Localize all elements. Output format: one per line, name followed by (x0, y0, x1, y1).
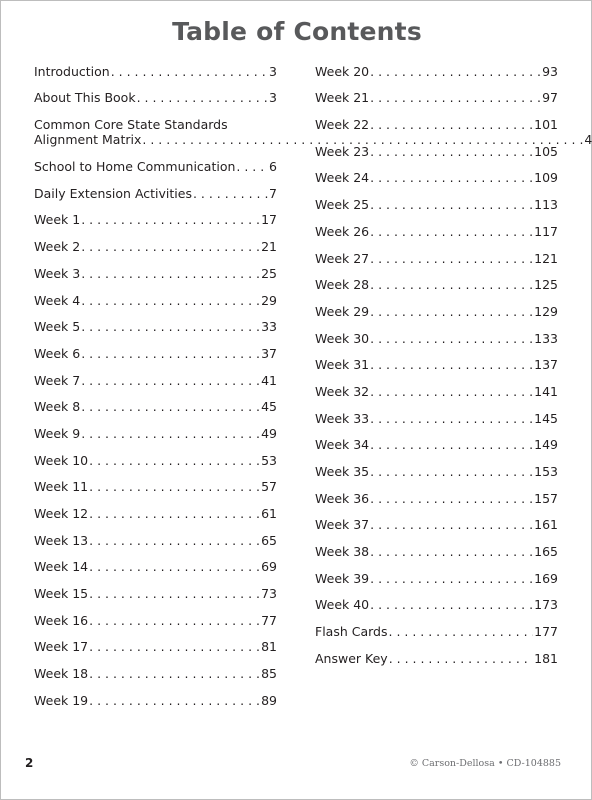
toc-entry-page: 41 (261, 372, 277, 388)
dot-leader (81, 426, 260, 441)
dot-leader (370, 117, 533, 132)
toc-entry-page: 141 (534, 383, 558, 399)
page-title: Table of Contents (172, 17, 422, 46)
toc-entry (34, 526, 277, 553)
toc-entry (315, 564, 558, 591)
toc-entry-page: 125 (534, 277, 558, 293)
dot-leader (370, 90, 541, 105)
dot-leader (370, 357, 533, 372)
toc-entry (34, 553, 277, 580)
dot-leader (89, 533, 260, 548)
dot-leader (389, 651, 533, 666)
toc-entry-page: 113 (534, 197, 558, 213)
dot-leader (370, 544, 533, 559)
toc-entry-page: 6 (269, 159, 277, 175)
toc-entry (315, 244, 558, 271)
toc-entry (34, 419, 277, 446)
toc-entry-label: Week 5 (34, 319, 81, 335)
toc-entry-page: 121 (534, 250, 558, 266)
toc-entry-page: 149 (534, 437, 558, 453)
toc-entry (34, 606, 277, 633)
toc-entry-label: Week 34 (315, 437, 370, 453)
toc-entry (315, 484, 558, 511)
toc-entry-page: 65 (261, 532, 277, 548)
toc-entry (315, 164, 558, 191)
toc-entry-page: 169 (534, 570, 558, 586)
toc-entry-page: 97 (542, 90, 558, 106)
dot-leader (193, 186, 268, 201)
toc-entry-label: Week 7 (34, 372, 81, 388)
toc-entry-page: 37 (261, 345, 277, 361)
toc-entry-page: 165 (534, 544, 558, 560)
toc-entry-page: 49 (261, 425, 277, 441)
dot-leader (81, 319, 260, 334)
toc-entry-label: Week 19 (34, 692, 89, 708)
dot-leader (370, 517, 533, 532)
toc-entry-label: School to Home Communication (34, 159, 236, 175)
dot-leader (81, 399, 260, 414)
dot-leader (370, 464, 533, 479)
toc-entry (315, 57, 558, 84)
dot-leader (81, 239, 260, 254)
toc-entry-label: Week 37 (315, 517, 370, 533)
dot-leader (370, 437, 533, 452)
toc-entry-page: 69 (261, 559, 277, 575)
toc-entry (315, 404, 558, 431)
toc-entry-page: 45 (261, 399, 277, 415)
toc-entry (34, 232, 277, 259)
toc-entry-label: Week 8 (34, 399, 81, 415)
toc-entry (315, 271, 558, 298)
dot-leader (89, 586, 260, 601)
dot-leader (81, 266, 260, 281)
toc-entry-page: 153 (534, 464, 558, 479)
toc-entry (34, 686, 277, 713)
toc-entry-label: Week 16 (34, 612, 89, 628)
toc-entry-page: 4 (584, 132, 592, 148)
toc-entry-label: Week 29 (315, 303, 370, 319)
toc-entry (34, 339, 277, 366)
toc-entry-page: 161 (534, 517, 558, 533)
toc-entry (315, 217, 558, 244)
toc-entry-page: 17 (261, 212, 277, 228)
toc-entry-label: Week 1 (34, 212, 81, 228)
toc-entry (315, 537, 558, 564)
toc-entry (34, 473, 277, 500)
toc-entry (34, 446, 277, 473)
dot-leader (137, 90, 268, 105)
toc-entry-label: Flash Cards (315, 624, 388, 640)
toc-entry-label-continued: Alignment Matrix (34, 132, 142, 148)
toc-entry (315, 644, 558, 671)
dot-leader (370, 170, 533, 185)
toc-entry-page: 3 (269, 63, 277, 79)
dot-leader (89, 613, 260, 628)
toc-entry-page: 33 (261, 319, 277, 335)
dot-leader (111, 64, 268, 79)
toc-entry-label: Week 27 (315, 250, 370, 266)
toc-entry-page: 81 (261, 639, 277, 655)
toc-entry (34, 579, 277, 606)
toc-entry (34, 366, 277, 393)
toc-entry (34, 57, 277, 84)
toc-entry (34, 313, 277, 340)
toc-entry-label: Week 18 (34, 666, 89, 682)
toc-entry (34, 499, 277, 526)
toc-entry-label: Common Core State Standards (34, 117, 228, 133)
dot-leader (89, 506, 260, 521)
toc-entry (34, 393, 277, 420)
toc-entry-label: Week 35 (315, 464, 370, 479)
toc-entry (315, 457, 558, 484)
toc-entry-label: Week 23 (315, 143, 370, 159)
toc-entry-page: 105 (534, 143, 558, 159)
toc-entry (34, 659, 277, 686)
toc-entry-label: Week 36 (315, 490, 370, 506)
toc-entry-page: 145 (534, 410, 558, 426)
toc-entry-label: Week 14 (34, 559, 89, 575)
toc-entry-page: 109 (534, 170, 558, 186)
toc-entry (34, 206, 277, 233)
dot-leader (81, 346, 260, 361)
toc-entry (34, 152, 277, 179)
toc-entry-page: 73 (261, 586, 277, 602)
toc-entry-label: Daily Extension Activities (34, 185, 192, 201)
dot-leader (89, 479, 260, 494)
toc-entry-label: Week 13 (34, 532, 89, 548)
toc-entry-page: 129 (534, 303, 558, 319)
toc-entry-page: 181 (534, 650, 558, 666)
toc-entry (315, 511, 558, 538)
dot-leader (89, 639, 260, 654)
dot-leader (370, 304, 533, 319)
toc-entry-label: Week 38 (315, 544, 370, 560)
dot-leader (370, 597, 533, 612)
toc-entry (315, 617, 558, 644)
toc-entry-label: Week 24 (315, 170, 370, 186)
dot-leader (89, 559, 260, 574)
toc-entry-page: 85 (261, 666, 277, 682)
toc-entry-page: 89 (261, 692, 277, 708)
dot-leader (370, 64, 541, 79)
toc-entry (315, 84, 558, 111)
toc-entry-page: 77 (261, 612, 277, 628)
dot-leader (236, 159, 268, 174)
toc-entry-label: Week 21 (315, 90, 370, 106)
dot-leader (370, 277, 533, 292)
toc-entry (315, 431, 558, 458)
toc-entry-page: 177 (534, 624, 558, 640)
dot-leader (370, 224, 533, 239)
toc-entry (34, 179, 277, 206)
toc-entry-label: Week 11 (34, 479, 89, 495)
toc-entry-label: Week 22 (315, 117, 370, 133)
toc-entry-label: Week 25 (315, 197, 370, 213)
toc-entry-page: 61 (261, 506, 277, 521)
toc-entry (34, 84, 277, 111)
toc-entry-label: Week 26 (315, 223, 370, 239)
toc-entry-label: Week 4 (34, 292, 81, 308)
toc-entry-page: 7 (269, 185, 277, 201)
toc-entry (315, 377, 558, 404)
toc-entry-label: About This Book (34, 90, 136, 106)
dot-leader (370, 571, 533, 586)
toc-entry-label: Week 3 (34, 265, 81, 281)
toc-entry-page: 133 (534, 330, 558, 346)
toc-entry (315, 137, 558, 164)
toc-entry-label: Week 15 (34, 586, 89, 602)
toc-entry (315, 591, 558, 618)
toc-entry-label: Week 33 (315, 410, 370, 426)
dot-leader (370, 251, 533, 266)
dot-leader (370, 144, 533, 159)
toc-entry-page: 53 (261, 452, 277, 468)
dot-leader (81, 212, 260, 227)
toc-entry-page: 57 (261, 479, 277, 495)
toc-entry-label: Introduction (34, 63, 110, 79)
dot-leader (89, 666, 260, 681)
toc-entry-label: Week 31 (315, 357, 370, 373)
toc-entry (34, 286, 277, 313)
dot-leader (370, 384, 533, 399)
toc-entry-page: 21 (261, 239, 277, 255)
dot-leader (81, 293, 260, 308)
toc-entry-label: Week 17 (34, 639, 89, 655)
dot-leader (81, 373, 260, 388)
toc-entry-label: Week 2 (34, 239, 81, 255)
toc-entry (315, 351, 558, 378)
toc-entry (315, 297, 558, 324)
toc-entry-page: 101 (534, 117, 558, 133)
toc-entry-label: Week 20 (315, 63, 370, 79)
toc-entry-page: 25 (261, 265, 277, 281)
toc-entry-page: 173 (534, 597, 558, 613)
dot-leader (370, 331, 533, 346)
toc-entry-label: Week 30 (315, 330, 370, 346)
toc-entry-label: Week 10 (34, 452, 89, 468)
toc-entry-page: 117 (534, 223, 558, 239)
toc-entry-label: Week 12 (34, 506, 89, 521)
toc-entry (315, 110, 558, 137)
toc-entry (34, 633, 277, 660)
page-number: 2 (25, 756, 34, 770)
toc-entry-label: Week 32 (315, 383, 370, 399)
toc-right-column (315, 57, 558, 671)
toc-entry-label: Week 9 (34, 425, 81, 441)
toc-entry-label: Week 39 (315, 570, 370, 586)
toc-entry (315, 190, 558, 217)
copyright-notice: © Carson-Dellosa • CD-104885 (409, 758, 561, 769)
dot-leader (370, 197, 533, 212)
toc-entry-page: 137 (534, 357, 558, 373)
toc-entry-page: 3 (269, 90, 277, 106)
toc-entry-page: 157 (534, 490, 558, 506)
toc-entry-label: Week 6 (34, 345, 81, 361)
dot-leader (89, 693, 260, 708)
dot-leader (389, 624, 534, 639)
toc-entry-label: Week 40 (315, 597, 370, 613)
dot-leader (370, 411, 533, 426)
toc-entry-page: 29 (261, 292, 277, 308)
toc-entry-page: 93 (542, 63, 558, 79)
toc-entry-label: Week 28 (315, 277, 370, 293)
dot-leader (89, 453, 260, 468)
dot-leader (370, 491, 533, 506)
toc-entry-label: Answer Key (315, 650, 388, 666)
toc-entry (34, 259, 277, 286)
toc-entry (315, 324, 558, 351)
